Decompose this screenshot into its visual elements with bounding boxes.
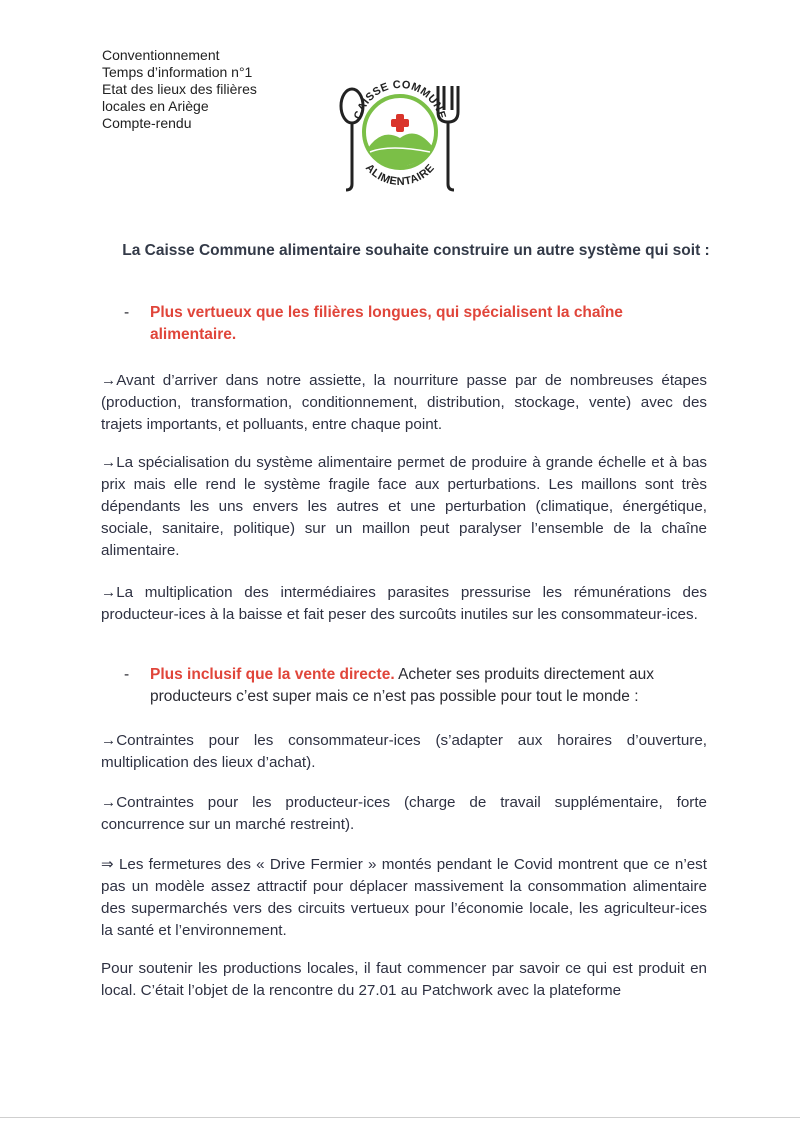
header-line: Etat des lieux des filières [102,81,257,97]
bullet-highlight: Plus inclusif que la vente directe. [150,666,395,683]
paragraph: →Contraintes pour les consommateur-ices (s’adapter aux horaires d’ouverture, multiplication des lieux d’achat). [101,732,707,771]
header-line: locales en Ariège [102,98,209,114]
bullet-dash: - [124,304,130,321]
caisse-commune-logo [330,66,470,196]
paragraph: Pour soutenir les productions locales, il faut commencer par savoir ce qui est produit en local. C’était l’objet de la rencontre du 27.01 au Patchwork avec la plateforme [101,960,707,999]
document-header [102,47,257,132]
scan-edge-divider [0,1117,800,1118]
bullet-dash: - [124,666,130,683]
bullet-rest: Acheter ses produits directement aux producteurs c’est super mais ce n’est pas possible pour tout le monde : [150,666,654,705]
section-title: La Caisse Commune alimentaire souhaite construire un autre système qui soit : [122,242,710,259]
bullet-text [150,664,702,708]
header-line: Compte-rendu [102,115,192,131]
logo-text-bottom: ALIMENTAIRE [362,161,438,188]
bullet-text: Plus vertueux que les filières longues, qui spécialisent la chaîne alimentaire. [150,304,623,343]
logo-graphic [330,66,470,196]
header-line: Conventionnement [102,47,220,63]
paragraph: →La spécialisation du système alimentaire permet de produire à grande échelle et à bas prix mais elle rend le système fragile face aux perturbations. Les maillons sont très dépendants les uns envers les autres et une perturbation (climatique, énergétique, sociale, sanitaire, politique) sur un maillon peut paralyser l’ensemble de la chaîne alimentaire. [101,454,707,559]
paragraph: ⇒ Les fermetures des « Drive Fermier » montés pendant le Covid montrent que ce n’est pas un modèle assez attractif pour déplacer massivement la consommation alimentaire des supermarchés vers des circuits vertueux pour l’économie locale, les agriculteur-ices la santé et l’environnement. [101,856,707,939]
paragraph: →Contraintes pour les producteur-ices (charge de travail supplémentaire, forte concurrence sur un marché restreint). [101,794,707,833]
paragraph: →Avant d’arriver dans notre assiette, la nourriture passe par de nombreuses étapes (production, transformation, conditionnement, distribution, stockage, vente) avec des trajets importants, et polluants, entre chaque point. [101,372,707,433]
logo-text-top: CAISSE COMMUNE [352,78,448,121]
header-line: Temps d’information n°1 [102,64,253,80]
paragraph: →La multiplication des intermédiaires parasites pressurise les rémunérations des producteur-ices à la baisse et fait peser des surcoûts inutiles sur les consommateur-ices. [101,584,707,623]
